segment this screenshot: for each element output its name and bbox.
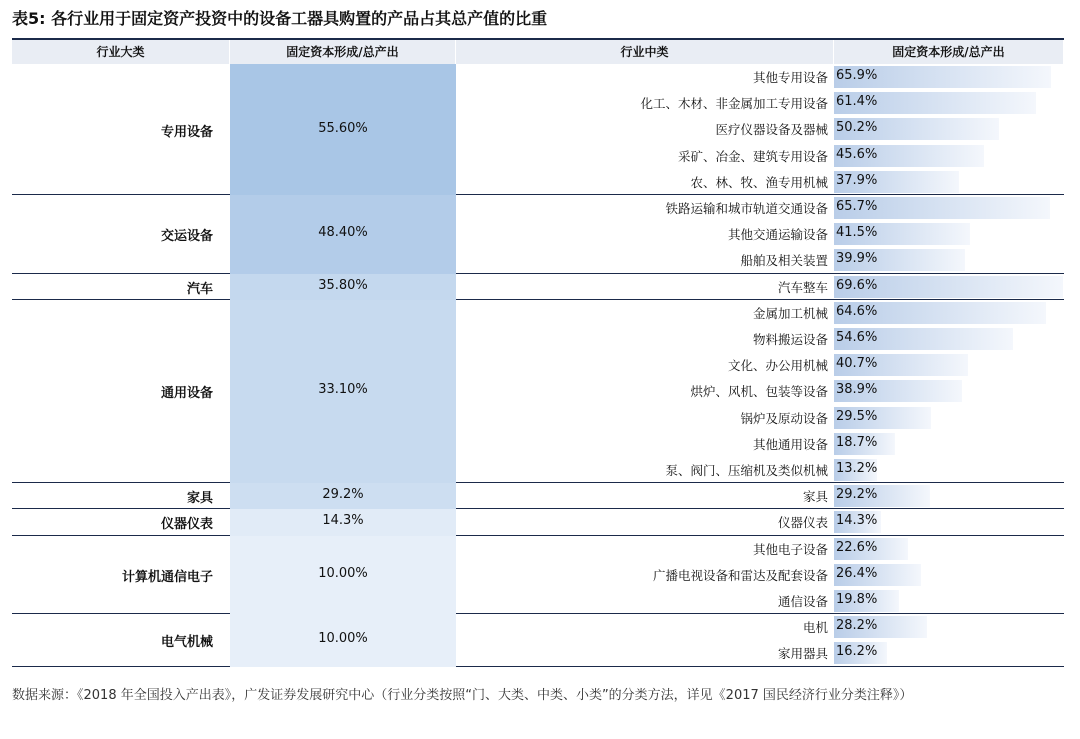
- sub-industry-name: 锅炉及原动设备: [740, 410, 828, 426]
- sub-industry-name: 其他专用设备: [752, 70, 828, 85]
- sub-industry-name: 仪器仪表: [777, 515, 828, 531]
- sub-industry-value: 65.7%: [836, 199, 878, 214]
- sub-industry-value: 26.4%: [836, 565, 878, 581]
- group-0: [12, 64, 1064, 195]
- sub-industry-value: 54.6%: [836, 329, 878, 345]
- group-value: 29.2%: [322, 487, 364, 503]
- group-value: 33.10%: [318, 382, 368, 398]
- sub-industry-name: 家具: [802, 489, 828, 505]
- sub-industry-value: 13.2%: [836, 460, 878, 476]
- group-6: [12, 536, 1064, 615]
- sub-industry-name: 医疗仪器设备及器械: [715, 122, 828, 138]
- sub-industry-name: 采矿、冶金、建筑专用设备: [677, 148, 828, 164]
- table-title: 表5: 各行业用于固定资产投资中的设备工器具购置的产品占其总产值的比重: [12, 9, 548, 28]
- sub-industry-name: 电机: [802, 620, 828, 636]
- sub-industry-name: 汽车整车: [777, 279, 828, 295]
- sub-industry-name: 物料搬运设备: [752, 331, 828, 347]
- group-value: 48.40%: [318, 225, 368, 241]
- group-name: 计算机通信电子: [121, 569, 213, 585]
- group-value: 10.00%: [318, 631, 368, 647]
- group-value: 35.80%: [318, 277, 368, 293]
- sub-industry-value: 28.2%: [836, 618, 878, 634]
- group-3: [12, 300, 1064, 483]
- sub-industry-name: 船舶及相关装置: [740, 253, 828, 269]
- group-1: [12, 195, 1064, 274]
- sub-industry-name: 农、林、牧、渔专用机械: [690, 174, 828, 190]
- group-value: 10.00%: [318, 565, 368, 581]
- header-ratio-middle: 固定资本形成/总产出: [834, 40, 1064, 64]
- sub-industry-name: 文化、办公用机械: [727, 358, 828, 374]
- sub-industry-value: 40.7%: [836, 356, 878, 372]
- table-header: [12, 38, 1064, 64]
- sub-industry-value: 50.2%: [836, 120, 878, 136]
- sub-industry-name: 其他电子设备: [752, 541, 828, 557]
- sub-industry-value: 45.6%: [836, 146, 878, 162]
- sub-industry-name: 通信设备: [777, 593, 828, 609]
- group-value: 14.3%: [322, 513, 364, 529]
- sub-industry-value: 19.8%: [836, 591, 878, 607]
- sub-industry-value: 64.6%: [836, 303, 878, 319]
- header-ratio-major: 固定资本形成/总产出: [230, 40, 456, 64]
- source-note: 数据来源：《2018 年全国投入产出表》，广发证券发展研究中心（行业分类按照“门、大类、中类、小类”的分类方法，详见《2017 国民经济行业分类注释》）: [12, 688, 913, 703]
- sub-industry-value: 38.9%: [836, 382, 878, 398]
- group-2: [12, 274, 1064, 300]
- sub-industry-value: 65.9%: [836, 68, 878, 83]
- group-5: [12, 509, 1064, 535]
- sub-industry-value: 69.6%: [836, 277, 878, 293]
- sub-industry-value: 41.5%: [836, 225, 878, 241]
- group-name: 仪器仪表: [160, 517, 213, 533]
- group-name: 专用设备: [160, 124, 213, 140]
- header-industry-middle: 行业中类: [456, 40, 834, 64]
- group-name: 交运设备: [160, 229, 213, 245]
- sub-industry-name: 金属加工机械: [752, 305, 828, 321]
- sub-industry-name: 铁路运输和城市轨道交通设备: [665, 201, 828, 216]
- sub-industry-value: 18.7%: [836, 434, 878, 450]
- sub-industry-name: 烘炉、风机、包装等设备: [690, 384, 828, 400]
- data-table: [12, 38, 1064, 670]
- group-value: 55.60%: [318, 120, 368, 136]
- group-7: [12, 614, 1064, 666]
- sub-industry-value: 29.2%: [836, 487, 878, 503]
- sub-industry-name: 家用器具: [777, 646, 828, 662]
- sub-industry-value: 16.2%: [836, 644, 878, 660]
- sub-industry-value: 37.9%: [836, 172, 878, 188]
- sub-industry-value: 14.3%: [836, 513, 878, 529]
- group-name: 通用设备: [160, 386, 213, 402]
- sub-industry-value: 29.5%: [836, 408, 878, 424]
- group-name: 电气机械: [160, 635, 213, 651]
- sub-industry-name: 化工、木材、非金属加工专用设备: [640, 96, 828, 112]
- sub-industry-value: 39.9%: [836, 251, 878, 267]
- sub-industry-name: 其他交通运输设备: [727, 227, 828, 243]
- sub-industry-name: 广播电视设备和雷达及配套设备: [652, 567, 828, 583]
- sub-industry-name: 泵、阀门、压缩机及类似机械: [665, 462, 828, 478]
- group-4: [12, 483, 1064, 509]
- sub-industry-value: 22.6%: [836, 539, 878, 555]
- header-industry-major: 行业大类: [12, 40, 230, 64]
- group-name: 家具: [186, 491, 213, 507]
- group-name: 汽车: [186, 281, 213, 297]
- sub-industry-value: 61.4%: [836, 94, 878, 110]
- sub-industry-name: 其他通用设备: [752, 436, 828, 452]
